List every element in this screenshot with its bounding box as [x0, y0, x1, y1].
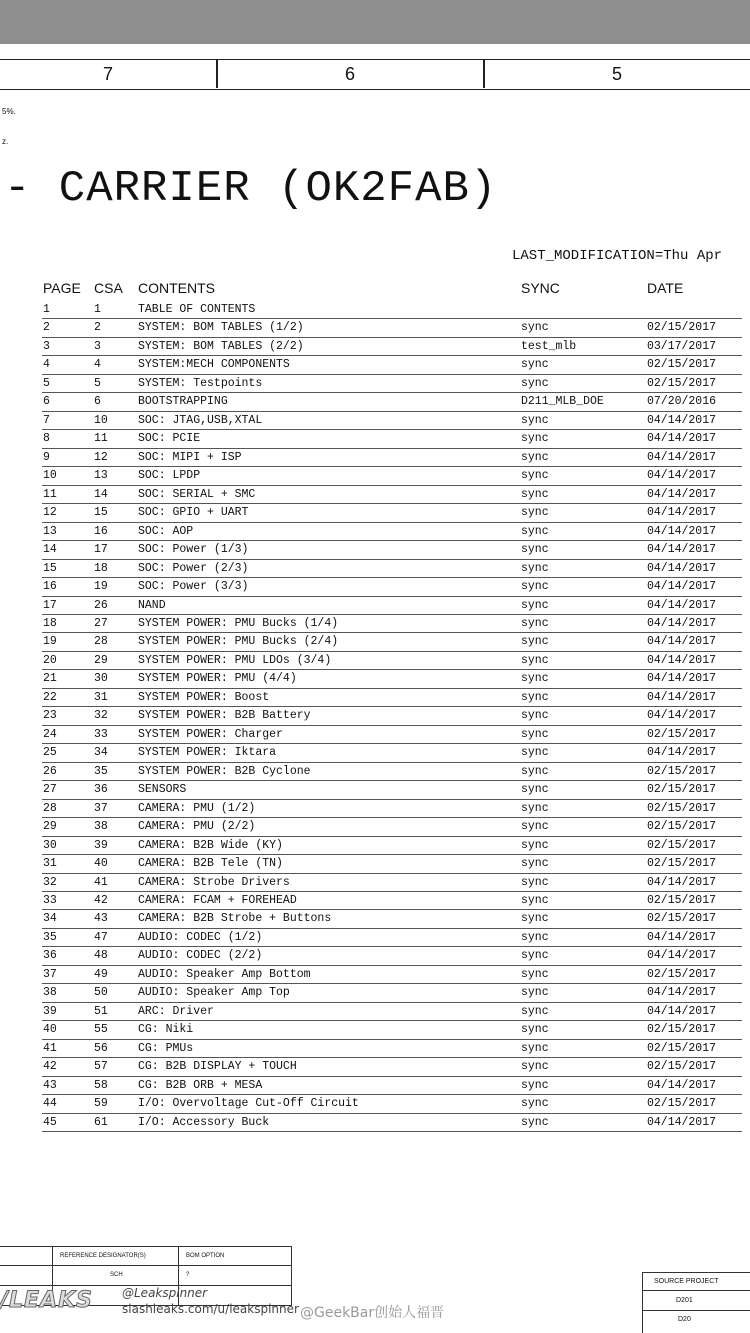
- source-project-value: D20: [678, 1316, 691, 1323]
- page-number: 9: [43, 450, 50, 464]
- date: 04/14/2017: [647, 1115, 717, 1129]
- contents-title: SYSTEM POWER: B2B Cyclone: [138, 764, 311, 778]
- page-number: 24: [43, 727, 57, 741]
- table-row: [42, 966, 742, 984]
- sync-status: sync: [521, 580, 549, 594]
- date: 03/17/2017: [647, 339, 717, 353]
- csa-number: 34: [94, 746, 108, 760]
- table-row: [42, 504, 742, 522]
- date: 02/15/2017: [647, 1041, 717, 1055]
- contents-title: BOOTSTRAPPING: [138, 395, 228, 409]
- csa-number: 19: [94, 580, 108, 594]
- table-row: [42, 393, 742, 411]
- table-row: [42, 892, 742, 910]
- table-row: [42, 1077, 742, 1095]
- table-row: [42, 837, 742, 855]
- date: 02/15/2017: [647, 894, 717, 907]
- sync-status: sync: [521, 986, 549, 1000]
- ref-designator-value: SCH: [110, 1272, 123, 1278]
- csa-number: 12: [94, 450, 108, 464]
- contents-title: SOC: PCIE: [138, 432, 201, 446]
- leaks-watermark-logo: /LEAKS: [0, 1288, 94, 1313]
- date: 02/15/2017: [647, 912, 717, 926]
- table-row: [42, 818, 742, 836]
- contents-title: CG: B2B DISPLAY + TOUCH: [138, 1060, 297, 1074]
- csa-number: 33: [94, 727, 108, 741]
- csa-number: 27: [94, 616, 108, 630]
- page-number: 12: [43, 506, 57, 520]
- contents-title: CAMERA: B2B Tele (TN): [138, 857, 283, 871]
- sync-status: sync: [521, 727, 549, 741]
- contents-title: SYSTEM POWER: PMU (4/4): [138, 672, 297, 686]
- contents-title: SYSTEM POWER: PMU LDOs (3/4): [138, 653, 332, 667]
- contents-title: I/O: Accessory Buck: [138, 1115, 270, 1129]
- date: 02/15/2017: [647, 764, 717, 778]
- date: 04/14/2017: [647, 432, 717, 446]
- date: 04/14/2017: [647, 1004, 717, 1018]
- sync-status: sync: [521, 469, 549, 483]
- header-csa: CSA: [94, 280, 123, 296]
- sync-status: sync: [521, 875, 549, 889]
- date: 04/14/2017: [647, 561, 717, 575]
- header-contents: CONTENTS: [138, 280, 215, 296]
- csa-number: 28: [94, 635, 108, 649]
- page-number: 26: [43, 764, 57, 778]
- contents-title: SOC: AOP: [138, 524, 194, 538]
- date: 04/14/2017: [647, 469, 717, 483]
- sync-status: sync: [521, 450, 549, 464]
- contents-title: SENSORS: [138, 783, 187, 797]
- page-number: 22: [43, 690, 57, 704]
- page-title: - CARRIER (OK2FAB): [4, 164, 498, 214]
- sync-status: sync: [521, 857, 549, 871]
- table-row: [42, 1040, 742, 1058]
- csa-number: 26: [94, 598, 108, 612]
- csa-number: 38: [94, 820, 108, 834]
- table-row: [42, 633, 742, 651]
- zone-label: 5: [611, 64, 622, 84]
- page-number: 43: [43, 1078, 57, 1092]
- table-row: [42, 689, 742, 707]
- table-row: [42, 597, 742, 615]
- date: 04/14/2017: [647, 506, 717, 520]
- table-row: [42, 707, 742, 725]
- csa-number: 36: [94, 783, 108, 797]
- csa-number: 1: [94, 303, 101, 316]
- page-number: 40: [43, 1023, 57, 1037]
- date: 02/15/2017: [647, 1023, 717, 1037]
- page-number: 4: [43, 358, 50, 372]
- contents-title: CAMERA: PMU (1/2): [138, 801, 256, 815]
- page-number: 13: [43, 524, 57, 538]
- page-number: 1: [43, 303, 50, 316]
- page-number: 30: [43, 838, 57, 852]
- table-row: [42, 984, 742, 1002]
- last-modification: LAST_MODIFICATION=Thu Apr: [512, 248, 723, 264]
- zone-ruler: [0, 59, 750, 90]
- page-number: 34: [43, 912, 57, 926]
- source-project-header: SOURCE PROJECT: [654, 1278, 719, 1285]
- contents-title: NAND: [138, 598, 166, 612]
- date: 04/14/2017: [647, 875, 717, 889]
- table-divider: [0, 1265, 292, 1266]
- page-number: 42: [43, 1060, 57, 1074]
- header-date: DATE: [647, 280, 684, 296]
- table-row: [42, 910, 742, 928]
- sync-status: sync: [521, 432, 549, 446]
- contents-title: CG: B2B ORB + MESA: [138, 1078, 263, 1092]
- table-row: [42, 855, 742, 873]
- date: 02/15/2017: [647, 1097, 717, 1111]
- sync-status: sync: [521, 967, 549, 981]
- date: 02/15/2017: [647, 967, 717, 981]
- contents-title: SOC: LPDP: [138, 469, 201, 483]
- table-row: [42, 412, 742, 430]
- table-row: [42, 523, 742, 541]
- contents-title: SYSTEM POWER: Boost: [138, 690, 270, 704]
- sync-status: sync: [521, 672, 549, 686]
- page-number: 3: [43, 339, 50, 353]
- sync-status: sync: [521, 561, 549, 575]
- contents-title: SOC: Power (1/3): [138, 543, 249, 557]
- date: 04/14/2017: [647, 616, 717, 630]
- csa-number: 61: [94, 1115, 108, 1129]
- csa-number: 14: [94, 487, 108, 501]
- csa-number: 32: [94, 709, 108, 723]
- page-number: 15: [43, 561, 57, 575]
- weibo-watermark: @GeekBar创始人福晋: [300, 1305, 445, 1321]
- sync-status: sync: [521, 543, 549, 557]
- table-row: [42, 744, 742, 762]
- page-number: 28: [43, 801, 57, 815]
- page-number: 21: [43, 672, 57, 686]
- page-number: 29: [43, 820, 57, 834]
- table-row: [42, 874, 742, 892]
- csa-number: 10: [94, 413, 108, 427]
- csa-number: 35: [94, 764, 108, 778]
- sync-status: sync: [521, 598, 549, 612]
- page-number: 6: [43, 395, 50, 409]
- sync-status: sync: [521, 930, 549, 944]
- table-row: [42, 670, 742, 688]
- csa-number: 55: [94, 1023, 108, 1037]
- contents-title: I/O: Overvoltage Cut-Off Circuit: [138, 1097, 359, 1111]
- page-number: 45: [43, 1115, 57, 1129]
- sync-status: sync: [521, 912, 549, 926]
- date: 04/14/2017: [647, 690, 717, 704]
- contents-title: SYSTEM: BOM TABLES (1/2): [138, 321, 304, 335]
- sync-status: sync: [521, 894, 549, 907]
- sync-status: sync: [521, 746, 549, 760]
- page-number: 33: [43, 894, 57, 907]
- contents-title: AUDIO: Speaker Amp Top: [138, 986, 290, 1000]
- sync-status: sync: [521, 783, 549, 797]
- sync-status: sync: [521, 1078, 549, 1092]
- contents-title: AUDIO: Speaker Amp Bottom: [138, 967, 311, 981]
- contents-title: SYSTEM:MECH COMPONENTS: [138, 358, 290, 372]
- sync-status: sync: [521, 1097, 549, 1111]
- table-row: [42, 781, 742, 799]
- sync-status: sync: [521, 1060, 549, 1074]
- sync-status: sync: [521, 1041, 549, 1055]
- page-number: 38: [43, 986, 57, 1000]
- date: 02/15/2017: [647, 358, 717, 372]
- csa-number: 57: [94, 1060, 108, 1074]
- contents-title: CG: Niki: [138, 1023, 194, 1037]
- date: 04/14/2017: [647, 986, 717, 1000]
- page-number: 20: [43, 653, 57, 667]
- table-row: [42, 1114, 742, 1132]
- sync-status: sync: [521, 838, 549, 852]
- header-sync: SYNC: [521, 280, 560, 296]
- date: 07/20/2016: [647, 395, 717, 409]
- sync-status: sync: [521, 413, 549, 427]
- source-project-table: [642, 1272, 750, 1333]
- date: 04/14/2017: [647, 1078, 717, 1092]
- table-row: [42, 541, 742, 559]
- date: 02/15/2017: [647, 801, 717, 815]
- date: 04/14/2017: [647, 930, 717, 944]
- table-row: [42, 375, 742, 393]
- bom-option-value: ?: [186, 1272, 190, 1278]
- sync-status: sync: [521, 801, 549, 815]
- table-row: [42, 947, 742, 965]
- page-number: 27: [43, 783, 57, 797]
- csa-number: 5: [94, 376, 101, 390]
- sync-status: sync: [521, 524, 549, 538]
- page-number: 16: [43, 580, 57, 594]
- date: 02/15/2017: [647, 783, 717, 797]
- csa-number: 29: [94, 653, 108, 667]
- page-number: 35: [43, 930, 57, 944]
- contents-title: SOC: JTAG,USB,XTAL: [138, 413, 263, 427]
- sync-status: test_mlb: [521, 339, 577, 353]
- page-number: 11: [43, 487, 57, 501]
- csa-number: 58: [94, 1078, 108, 1092]
- csa-number: 13: [94, 469, 108, 483]
- bom-option-header: BOM OPTION: [186, 1253, 225, 1259]
- date: 02/15/2017: [647, 727, 717, 741]
- contents-title: CAMERA: B2B Wide (KY): [138, 838, 283, 852]
- contents-title: SYSTEM POWER: PMU Bucks (1/4): [138, 616, 339, 630]
- table-row: [42, 486, 742, 504]
- csa-number: 37: [94, 801, 108, 815]
- table-row: [42, 301, 742, 319]
- sync-status: sync: [521, 949, 549, 963]
- date: 02/15/2017: [647, 321, 717, 335]
- date: 04/14/2017: [647, 635, 717, 649]
- page-number: 17: [43, 598, 57, 612]
- page-number: 39: [43, 1004, 57, 1018]
- table-of-contents: [42, 301, 742, 1132]
- page-number: 44: [43, 1097, 57, 1111]
- csa-number: 2: [94, 321, 101, 335]
- table-row: [42, 1095, 742, 1113]
- date: 04/14/2017: [647, 949, 717, 963]
- sync-status: sync: [521, 376, 549, 390]
- csa-number: 18: [94, 561, 108, 575]
- page-number: 32: [43, 875, 57, 889]
- contents-title: AUDIO: CODEC (2/2): [138, 949, 263, 963]
- sync-status: sync: [521, 321, 549, 335]
- date: 04/14/2017: [647, 709, 717, 723]
- table-row: [42, 338, 742, 356]
- contents-title: SOC: MIPI + ISP: [138, 450, 242, 464]
- date: 02/15/2017: [647, 857, 717, 871]
- date: 04/14/2017: [647, 524, 717, 538]
- csa-number: 3: [94, 339, 101, 353]
- page-number: 37: [43, 967, 57, 981]
- date: 04/14/2017: [647, 580, 717, 594]
- date: 04/14/2017: [647, 653, 717, 667]
- contents-title: CG: PMUs: [138, 1041, 194, 1055]
- sync-status: D211_MLB_DOE: [521, 395, 604, 409]
- contents-title: SYSTEM POWER: PMU Bucks (2/4): [138, 635, 339, 649]
- csa-number: 43: [94, 912, 108, 926]
- sync-status: sync: [521, 690, 549, 704]
- sync-status: sync: [521, 487, 549, 501]
- margin-note: z.: [2, 137, 9, 146]
- table-row: [42, 763, 742, 781]
- csa-number: 56: [94, 1041, 108, 1055]
- csa-number: 48: [94, 949, 108, 963]
- margin-note: 5%.: [2, 107, 16, 116]
- date: 02/15/2017: [647, 1060, 717, 1074]
- sync-status: sync: [521, 358, 549, 372]
- csa-number: 40: [94, 857, 108, 871]
- csa-number: 41: [94, 875, 108, 889]
- csa-number: 17: [94, 543, 108, 557]
- date: 04/14/2017: [647, 543, 717, 557]
- contents-title: CAMERA: Strobe Drivers: [138, 875, 290, 889]
- table-row: [42, 1021, 742, 1039]
- csa-number: 11: [94, 432, 108, 446]
- contents-title: SYSTEM POWER: Iktara: [138, 746, 277, 760]
- contents-title: SYSTEM: Testpoints: [138, 376, 263, 390]
- sync-status: sync: [521, 616, 549, 630]
- top-gray-bar: [0, 0, 750, 44]
- sync-status: sync: [521, 1115, 549, 1129]
- date: 04/14/2017: [647, 672, 717, 686]
- csa-number: 42: [94, 894, 108, 907]
- date: 04/14/2017: [647, 598, 717, 612]
- sync-status: sync: [521, 1004, 549, 1018]
- date: 04/14/2017: [647, 487, 717, 501]
- table-row: [42, 726, 742, 744]
- contents-title: AUDIO: CODEC (1/2): [138, 930, 263, 944]
- sync-status: sync: [521, 506, 549, 520]
- contents-title: SYSTEM: BOM TABLES (2/2): [138, 339, 304, 353]
- table-row: [42, 652, 742, 670]
- date: 04/14/2017: [647, 413, 717, 427]
- table-divider: [643, 1310, 750, 1311]
- page-number: 10: [43, 469, 57, 483]
- contents-title: CAMERA: PMU (2/2): [138, 820, 256, 834]
- date: 02/15/2017: [647, 820, 717, 834]
- page-number: 18: [43, 616, 57, 630]
- table-row: [42, 449, 742, 467]
- date: 02/15/2017: [647, 376, 717, 390]
- table-row: [42, 615, 742, 633]
- page-number: 25: [43, 746, 57, 760]
- contents-title: SOC: SERIAL + SMC: [138, 487, 256, 501]
- csa-number: 47: [94, 930, 108, 944]
- csa-number: 50: [94, 986, 108, 1000]
- date: 04/14/2017: [647, 746, 717, 760]
- contents-title: TABLE OF CONTENTS: [138, 303, 256, 316]
- header-page: PAGE: [43, 280, 81, 296]
- csa-number: 39: [94, 838, 108, 852]
- page-number: 23: [43, 709, 57, 723]
- contents-title: SOC: Power (2/3): [138, 561, 249, 575]
- table-row: [42, 430, 742, 448]
- contents-title: SOC: GPIO + UART: [138, 506, 249, 520]
- contents-title: SYSTEM POWER: B2B Battery: [138, 709, 311, 723]
- contents-title: CAMERA: B2B Strobe + Buttons: [138, 912, 332, 926]
- table-divider: [643, 1290, 750, 1291]
- csa-number: 6: [94, 395, 101, 409]
- page-number: 7: [43, 413, 50, 427]
- table-row: [42, 800, 742, 818]
- sync-status: sync: [521, 1023, 549, 1037]
- table-row: [42, 467, 742, 485]
- csa-number: 30: [94, 672, 108, 686]
- watermark-handle: @Leakspinner: [122, 1286, 208, 1300]
- page-number: 36: [43, 949, 57, 963]
- page-number: 5: [43, 376, 50, 390]
- sync-status: sync: [521, 635, 549, 649]
- page-number: 31: [43, 857, 57, 871]
- csa-number: 15: [94, 506, 108, 520]
- sync-status: sync: [521, 820, 549, 834]
- csa-number: 49: [94, 967, 108, 981]
- source-project-value: D201: [676, 1297, 693, 1304]
- table-row: [42, 356, 742, 374]
- date: 02/15/2017: [647, 838, 717, 852]
- page-number: 2: [43, 321, 50, 335]
- watermark-url: slashleaks.com/u/leakspinner: [122, 1302, 299, 1316]
- page-number: 41: [43, 1041, 57, 1055]
- sync-status: sync: [521, 653, 549, 667]
- csa-number: 16: [94, 524, 108, 538]
- table-row: [42, 929, 742, 947]
- table-row: [42, 319, 742, 337]
- contents-title: SOC: Power (3/3): [138, 580, 249, 594]
- table-row: [42, 578, 742, 596]
- zone-label: 6: [344, 64, 355, 84]
- sync-status: sync: [521, 764, 549, 778]
- contents-title: ARC: Driver: [138, 1004, 214, 1018]
- page-number: 8: [43, 432, 50, 446]
- csa-number: 59: [94, 1097, 108, 1111]
- contents-title: SYSTEM POWER: Charger: [138, 727, 283, 741]
- date: 04/14/2017: [647, 450, 717, 464]
- table-row: [42, 560, 742, 578]
- contents-title: CAMERA: FCAM + FOREHEAD: [138, 894, 297, 907]
- csa-number: 31: [94, 690, 108, 704]
- ref-designator-header: REFERENCE DESIGNATOR(S): [60, 1253, 146, 1259]
- page-number: 14: [43, 543, 57, 557]
- sync-status: sync: [521, 709, 549, 723]
- table-row: [42, 1003, 742, 1021]
- csa-number: 51: [94, 1004, 108, 1018]
- csa-number: 4: [94, 358, 101, 372]
- zone-label: 7: [102, 64, 113, 84]
- table-row: [42, 1058, 742, 1076]
- page-number: 19: [43, 635, 57, 649]
